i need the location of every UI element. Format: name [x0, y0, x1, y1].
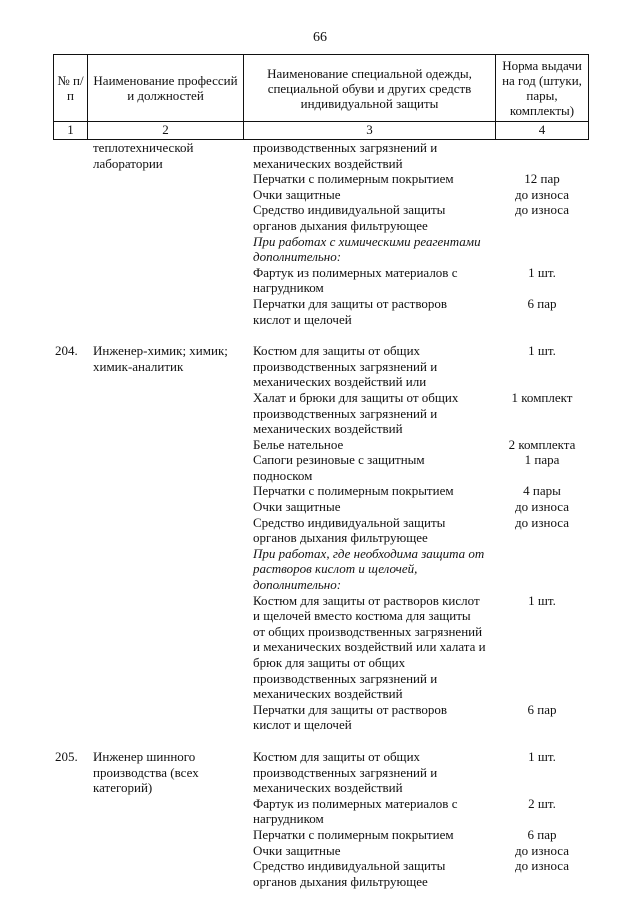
equipment-name-line: органов дыхания фильтрующее — [253, 217, 428, 233]
equipment-list — [243, 749, 589, 889]
equipment-item — [243, 437, 589, 453]
issue-norm-value: 1 шт. — [528, 264, 556, 280]
equipment-name-line: Костюм для защиты от общих — [253, 748, 421, 764]
equipment-item — [243, 702, 589, 733]
header-col-equipment: Наименование специальной одежды, специальной обуви и других средств индивидуальной защиты — [243, 55, 495, 121]
equipment-name — [243, 483, 495, 499]
equipment-name-line: Белье нательное — [253, 436, 344, 452]
equipment-item — [243, 390, 589, 437]
equipment-name-line: механических воздействий — [253, 421, 403, 437]
issue-norm — [495, 546, 589, 593]
equipment-item — [243, 796, 589, 827]
equipment-name-line: Перчатки с полимерным покрытием — [253, 483, 454, 499]
ppe-norms-table — [53, 54, 589, 889]
equipment-name — [243, 843, 495, 859]
table-row — [53, 343, 589, 733]
equipment-name — [243, 390, 495, 437]
equipment-name-line: подноском — [253, 467, 313, 483]
issue-norm-value: 1 пара — [524, 452, 560, 468]
equipment-name-line: Фартук из полимерных материалов с — [253, 264, 458, 280]
column-number: 2 — [87, 122, 243, 139]
equipment-item — [243, 843, 589, 859]
equipment-name-line: Очки защитные — [253, 499, 341, 515]
equipment-list — [243, 343, 589, 733]
issue-norm — [495, 843, 589, 859]
equipment-name-line: Средство индивидуальной защиты — [253, 514, 446, 530]
equipment-name-line: производственных загрязнений и — [253, 405, 438, 421]
issue-norm — [495, 140, 589, 171]
equipment-name-line: брюк для защиты от общих — [253, 655, 406, 670]
issue-norm — [495, 437, 589, 453]
issue-norm-value: 2 комплекта — [508, 436, 576, 452]
equipment-name-line: Перчатки с полимерным покрытием — [253, 826, 454, 842]
equipment-name — [243, 234, 495, 265]
equipment-name-line: нагрудником — [253, 811, 324, 827]
equipment-item — [243, 202, 589, 233]
equipment-name — [243, 546, 495, 593]
issue-norm — [495, 202, 589, 233]
equipment-item — [243, 483, 589, 499]
equipment-item — [243, 515, 589, 546]
issue-norm-value: 6 пар — [527, 295, 557, 311]
table-row — [53, 140, 589, 327]
issue-norm-value: до износа — [515, 842, 569, 858]
profession-line: Инженер шинного — [93, 748, 196, 764]
equipment-name-line: и щелочей вместо костюма для защиты — [253, 608, 471, 624]
table-row — [53, 749, 589, 889]
equipment-item — [243, 499, 589, 515]
issue-norm-value: до износа — [515, 514, 569, 530]
equipment-name-line: Сапоги резиновые с защитным — [253, 452, 425, 468]
equipment-name — [243, 296, 495, 327]
equipment-item — [243, 827, 589, 843]
table-body — [53, 140, 589, 889]
equipment-name — [243, 437, 495, 453]
row-gap — [53, 733, 589, 749]
profession-line: производства (всех — [93, 764, 199, 780]
issue-norm-value: до износа — [515, 186, 569, 202]
equipment-item — [243, 296, 589, 327]
issue-norm — [495, 796, 589, 827]
equipment-name-line: кислот и щелочей — [253, 717, 352, 733]
equipment-name-line: производственных загрязнений и — [253, 140, 438, 155]
equipment-name-line: При работах с химическими реагентами — [253, 233, 481, 249]
equipment-name — [243, 171, 495, 187]
issue-norm — [495, 858, 589, 889]
equipment-name — [243, 827, 495, 843]
issue-norm — [495, 343, 589, 390]
issue-norm — [495, 749, 589, 796]
equipment-name-line: механических воздействий — [253, 155, 403, 171]
condition-note — [243, 234, 589, 265]
equipment-name-line: и механических воздействий или халата и — [253, 639, 486, 655]
equipment-name — [243, 796, 495, 827]
issue-norm-value: до износа — [515, 499, 569, 515]
issue-norm — [495, 593, 589, 702]
equipment-name-line: Костюм для защиты от растворов кислот — [253, 592, 480, 608]
column-numbers-row — [53, 122, 589, 140]
profession-line: категорий) — [93, 780, 153, 796]
issue-norm — [495, 499, 589, 515]
equipment-item — [243, 171, 589, 187]
profession-cell — [87, 749, 243, 889]
issue-norm — [495, 296, 589, 327]
profession-line: теплотехнической — [93, 140, 194, 155]
equipment-name-line: Перчатки для защиты от растворов — [253, 701, 448, 717]
issue-norm-value: 1 шт. — [528, 592, 556, 608]
profession-line: химик-аналитик — [93, 358, 184, 374]
issue-norm-value: 6 пар — [527, 701, 557, 717]
condition-note — [243, 546, 589, 593]
equipment-name — [243, 593, 495, 702]
issue-norm — [495, 483, 589, 499]
issue-norm — [495, 827, 589, 843]
issue-norm — [495, 171, 589, 187]
equipment-name-line: механических воздействий — [253, 780, 403, 796]
equipment-name-line: механических воздействий или — [253, 374, 427, 390]
issue-norm — [495, 515, 589, 546]
equipment-name-line: механических воздействий — [253, 686, 403, 702]
equipment-item — [243, 858, 589, 889]
issue-norm — [495, 390, 589, 437]
issue-norm-value: 1 шт. — [528, 748, 556, 764]
equipment-name-line: Костюм для защиты от общих — [253, 343, 421, 359]
equipment-name-line: производственных загрязнений и — [253, 358, 438, 374]
equipment-name-line: нагрудником — [253, 280, 324, 296]
equipment-name-line: от общих производственных загрязнений — [253, 623, 483, 639]
equipment-name — [243, 140, 495, 171]
profession-line: Инженер-химик; химик; — [93, 343, 228, 359]
equipment-name-line: дополнительно: — [253, 249, 342, 265]
equipment-name-line: Халат и брюки для защиты от общих — [253, 389, 459, 405]
issue-norm-value: 12 пар — [524, 171, 560, 187]
profession-cell — [87, 140, 243, 327]
equipment-name-line: Перчатки для защиты от растворов — [253, 295, 448, 311]
issue-norm-value: 4 пары — [523, 483, 561, 499]
equipment-name-line: Перчатки с полимерным покрытием — [253, 171, 454, 187]
column-number: 1 — [53, 122, 87, 139]
equipment-name — [243, 202, 495, 233]
equipment-item — [243, 593, 589, 702]
equipment-name — [243, 749, 495, 796]
equipment-item — [243, 187, 589, 203]
issue-norm-value: 2 шт. — [528, 795, 556, 811]
column-number: 3 — [243, 122, 495, 139]
table-header — [53, 54, 589, 122]
equipment-name-line: Фартук из полимерных материалов с — [253, 795, 458, 811]
equipment-name — [243, 265, 495, 296]
equipment-name — [243, 452, 495, 483]
equipment-name — [243, 343, 495, 390]
equipment-name — [243, 499, 495, 515]
equipment-name-line: производственных загрязнений и — [253, 670, 438, 686]
issue-norm — [495, 452, 589, 483]
equipment-name-line: кислот и щелочей — [253, 311, 352, 327]
column-number: 4 — [495, 122, 589, 139]
issue-norm-value: 6 пар — [527, 826, 557, 842]
equipment-name-line: Очки защитные — [253, 842, 341, 858]
issue-norm — [495, 187, 589, 203]
header-col-norm: Норма выдачи на год (штуки, пары, комплекты) — [495, 55, 589, 121]
issue-norm — [495, 265, 589, 296]
issue-norm-value: 1 комплект — [511, 389, 573, 405]
profession-cell — [87, 343, 243, 733]
equipment-name — [243, 702, 495, 733]
profession-line: лаборатории — [93, 155, 163, 171]
equipment-name — [243, 187, 495, 203]
equipment-name-line: Очки защитные — [253, 186, 341, 202]
issue-norm-value: 1 шт. — [528, 343, 556, 359]
row-number: 205. — [55, 748, 78, 764]
equipment-name-line: Средство индивидуальной защиты — [253, 858, 446, 874]
equipment-item — [243, 452, 589, 483]
issue-norm — [495, 234, 589, 265]
header-col-profession: Наименование профессий и должностей — [87, 55, 243, 121]
equipment-name-line: производственных загрязнений и — [253, 764, 438, 780]
equipment-name-line: органов дыхания фильтрующее — [253, 873, 428, 889]
equipment-name-line: Средство индивидуальной защиты — [253, 202, 446, 218]
issue-norm-value: до износа — [515, 858, 569, 874]
equipment-name — [243, 858, 495, 889]
equipment-item — [243, 749, 589, 796]
row-number: 204. — [55, 343, 78, 359]
equipment-name-line: органов дыхания фильтрующее — [253, 530, 428, 546]
equipment-name — [243, 515, 495, 546]
row-gap — [53, 327, 589, 343]
equipment-list — [243, 140, 589, 327]
equipment-name-line: растворов кислот и щелочей, — [253, 561, 418, 577]
header-col-number: № п/п — [53, 55, 87, 121]
issue-norm-value: до износа — [515, 202, 569, 218]
page-number: 66 — [313, 30, 327, 45]
issue-norm — [495, 702, 589, 733]
equipment-item — [243, 265, 589, 296]
equipment-name-line: дополнительно: — [253, 577, 342, 593]
equipment-item — [243, 140, 589, 171]
equipment-name-line: При работах, где необходима защита от — [253, 545, 485, 561]
row-number — [53, 140, 87, 327]
equipment-item — [243, 343, 589, 390]
